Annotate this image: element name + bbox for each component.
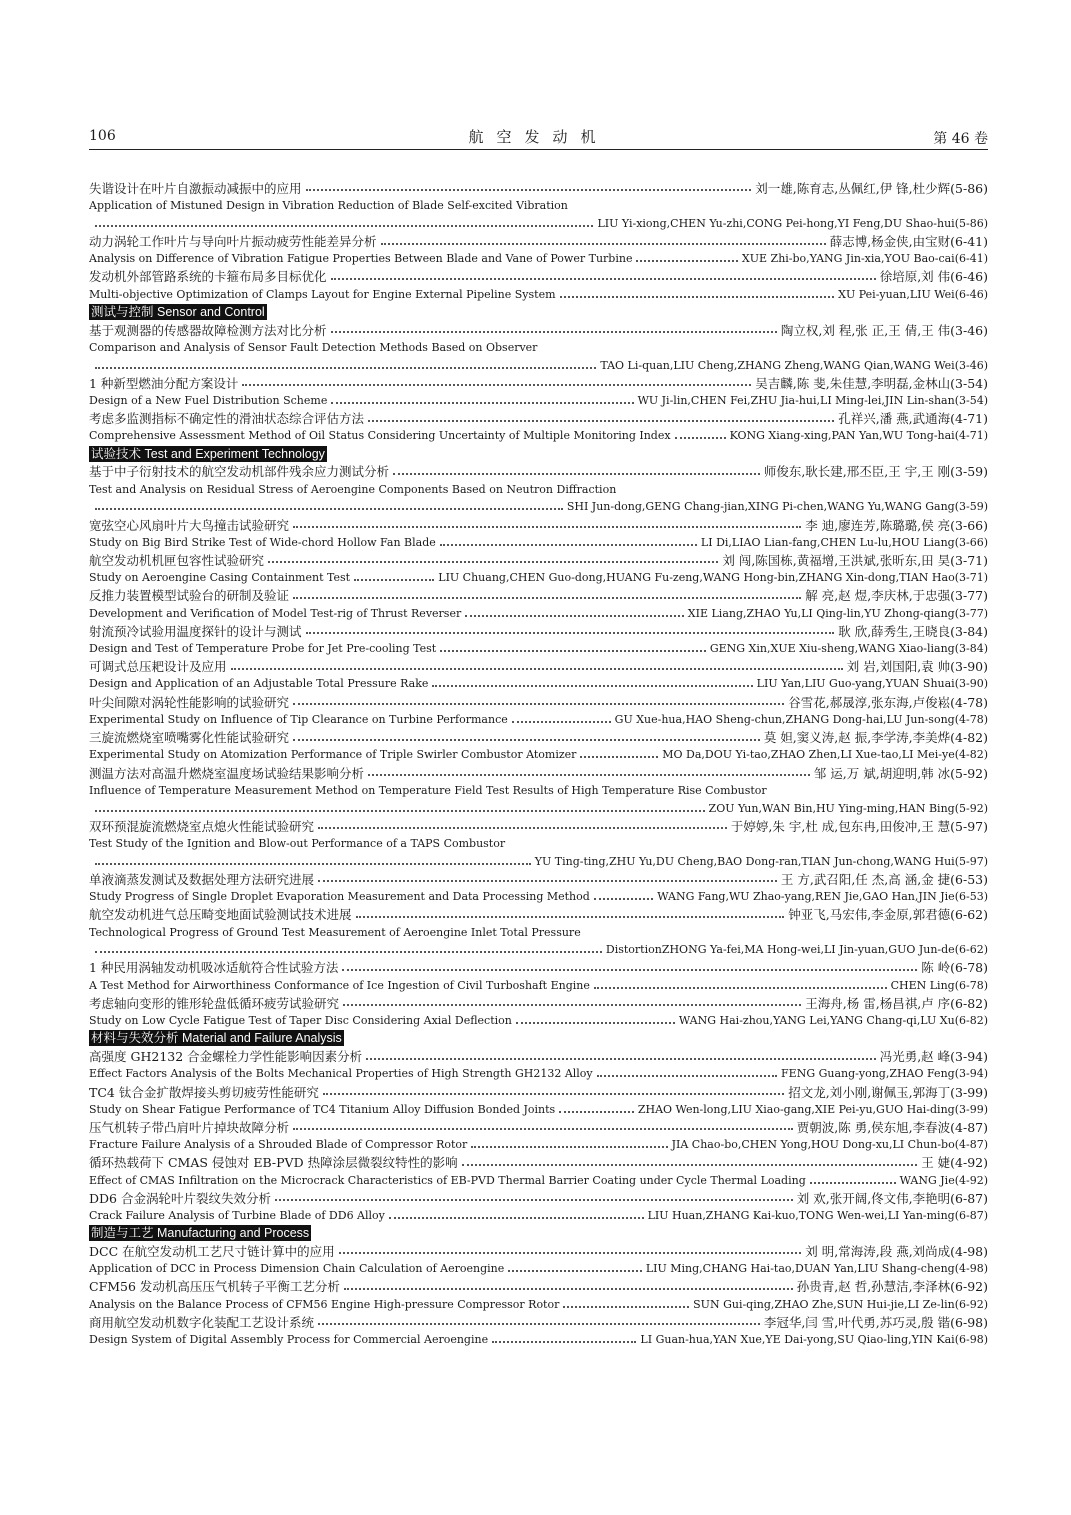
entry-title: Comprehensive Assessment Method of Oil Status Considering Uncertainty of Multiple Monitoring Index <box>89 429 671 443</box>
dot-leader <box>471 1145 667 1148</box>
entry-authors-page: CHEN Ling(6-78) <box>890 978 988 992</box>
entry-authors-page: XUE Zhi-bo,YANG Jin-xia,YOU Bao-cai(6-41) <box>741 252 988 266</box>
toc-entry-en <box>89 480 988 498</box>
dot-leader <box>675 436 726 439</box>
dot-leader <box>810 1181 896 1184</box>
entry-title: Multi-objective Optimization of Clamps Layout for Engine External Pipeline System <box>89 287 556 301</box>
toc-entry-en <box>89 197 988 215</box>
entry-title: 失谐设计在叶片自激振动减振中的应用 <box>89 180 302 196</box>
toc-entry-continuation <box>89 214 988 232</box>
dot-leader <box>95 224 593 227</box>
section-heading <box>89 1224 988 1242</box>
dot-leader <box>318 826 727 829</box>
dot-leader <box>368 773 810 776</box>
toc-entry-en <box>89 427 988 445</box>
entry-authors-page: YU Ting-ting,ZHU Yu,DU Cheng,BAO Dong-ran,TIAN Jun-chong,WANG Hui(5-97) <box>534 854 988 868</box>
entry-authors-page: 吴吉麟,陈 斐,朱佳慧,李明磊,金林山(3-54) <box>755 375 988 391</box>
running-header <box>89 126 988 148</box>
section-title-en: Material and Failure Analysis <box>182 1031 342 1046</box>
entry-title: 航空发动机进气总压畸变地面试验测试技术进展 <box>89 907 352 923</box>
toc-entry-en <box>89 888 988 906</box>
toc-entry-en <box>89 1207 988 1225</box>
toc-entry-cn <box>89 622 988 640</box>
dot-leader <box>268 560 718 563</box>
toc-entry-cn <box>89 693 988 711</box>
entry-title: Influence of Temperature Measurement Method on Temperature Field Test Results of High Temperature Rise Combustor <box>89 783 767 797</box>
toc-entry-en <box>89 1012 988 1030</box>
section-title-cn: 试验技术 <box>91 445 142 461</box>
entry-title: 测温方法对高温升燃烧室温度场试验结果影响分析 <box>89 765 365 781</box>
dot-leader <box>318 1322 760 1325</box>
toc-entry-en <box>89 1331 988 1349</box>
dot-leader <box>356 915 785 918</box>
entry-title: Effect of CMAS Infiltration on the Microcrack Characteristics of EB-PVD Thermal Barrier Coating under Cycle Thermal Loading <box>89 1173 806 1187</box>
entry-title: Crack Failure Analysis of Turbine Blade of DD6 Alloy <box>89 1209 385 1223</box>
entry-authors-page: 孔祥兴,潘 燕,武通海(4-71) <box>838 411 988 427</box>
entry-title: Study Progress of Single Droplet Evaporation Measurement and Data Processing Method <box>89 890 590 904</box>
section-title-cn: 制造与工艺 <box>91 1225 154 1241</box>
toc-entry-en <box>89 835 988 853</box>
entry-authors-page: 解 亮,赵 煜,李庆林,于忠强(3-77) <box>805 588 988 604</box>
dot-leader <box>636 259 737 262</box>
entry-authors-page: LI Guan-hua,YAN Xue,YE Dai-yong,SU Qiao-ling,YIN Kai(6-98) <box>640 1333 988 1347</box>
entry-authors-page: LIU Yan,LIU Guo-yang,YUAN Shuai(3-90) <box>756 677 988 691</box>
dot-leader <box>594 986 887 989</box>
entry-title: 考虑轴向变形的锥形轮盘低循环疲劳试验研究 <box>89 995 340 1011</box>
entry-authors-page: WANG Hai-zhou,YANG Lei,YANG Chang-qi,LU Xu(6-82) <box>678 1014 988 1028</box>
entry-title: 压气机转子带凸肩叶片掉块故障分析 <box>89 1119 290 1135</box>
dot-leader <box>95 809 705 812</box>
entry-authors-page: 王 婕(4-92) <box>921 1155 988 1171</box>
dot-leader <box>368 419 834 422</box>
entry-authors-page: 徐培原,刘 伟(6-46) <box>879 269 988 285</box>
entry-title: 基于观测器的传感器故障检测方法对比分析 <box>89 322 327 338</box>
dot-leader <box>393 472 760 475</box>
entry-authors-page: 师俊东,耿长建,邢丕臣,王 宇,王 刚(3-59) <box>763 464 988 480</box>
toc-entry-cn <box>89 764 988 782</box>
toc-entry-en <box>89 1136 988 1154</box>
dot-leader <box>381 242 826 245</box>
dot-leader <box>343 1003 801 1006</box>
entry-authors-page: DistortionZHONG Ya-fei,MA Hong-wei,LI Jin-yuan,GUO Jun-de(6-62) <box>605 943 988 957</box>
toc-entry-cn <box>89 1313 988 1331</box>
entry-title: 双环预混旋流燃烧室点熄火性能试验研究 <box>89 818 315 834</box>
toc-entry-continuation <box>89 799 988 817</box>
dot-leader <box>354 578 434 581</box>
entry-title: Analysis on the Balance Process of CFM56 Engine High-pressure Compressor Rotor <box>89 1297 560 1311</box>
entry-authors-page: 孙贵青,赵 哲,孙慧洁,李泽林(6-92) <box>796 1279 988 1295</box>
entry-title: 考虑多监测指标不确定性的滑油状态综合评估方法 <box>89 411 365 427</box>
entry-authors-page: LIU Ming,CHANG Hai-tao,DUAN Yan,LIU Shang-cheng(4-98) <box>645 1262 988 1276</box>
entry-title: 可调式总压耙设计及应用 <box>89 659 227 675</box>
entry-authors-page: SUN Gui-qing,ZHAO Zhe,SUN Hui-jie,LI Ze-lin(6-92) <box>693 1297 988 1311</box>
entry-authors-page: WANG Fang,WU Zhao-yang,REN Jie,GAO Han,JIN Jie(6-53) <box>657 890 988 904</box>
toc-entry-cn <box>89 1154 988 1172</box>
entry-authors-page: JIA Chao-bo,CHEN Yong,HOU Dong-xu,LI Chun-bo(4-87) <box>671 1138 988 1152</box>
entry-authors-page: SHI Jun-dong,GENG Chang-jian,XING Pi-chen,WANG Yu,WANG Gang(3-59) <box>566 500 988 514</box>
entry-title: 三旋流燃烧室喷嘴雾化性能试验研究 <box>89 730 290 746</box>
dot-leader <box>440 543 697 546</box>
toc-entry-continuation <box>89 498 988 516</box>
dot-leader <box>231 667 843 670</box>
dot-leader <box>594 897 653 900</box>
toc-entry-cn <box>89 551 988 569</box>
page-number: 106 <box>89 128 116 144</box>
entry-title: CFM56 发动机高压压气机转子平衡工艺分析 <box>89 1279 340 1295</box>
entry-title: Test and Analysis on Residual Stress of Aeroengine Components Based on Neutron Diffraction <box>89 482 617 496</box>
entry-authors-page: LIU Yi-xiong,CHEN Yu-zhi,CONG Pei-hong,YI Feng,DU Shao-hui(5-86) <box>597 216 988 230</box>
entry-authors-page: 谷雪花,郝晟淳,张东海,卢俊崧(4-78) <box>788 694 988 710</box>
toc-entry-en <box>89 976 988 994</box>
dot-leader <box>492 1340 636 1343</box>
entry-authors-page: 于婷婷,朱 宇,杜 成,包东冉,田俊冲,王 慧(5-97) <box>730 818 988 834</box>
entry-authors-page: 耿 欣,薛秀生,王晓良(3-84) <box>838 623 988 639</box>
volume-label: 第 46 卷 <box>933 131 988 147</box>
toc-entry-cn <box>89 657 988 675</box>
dot-leader <box>95 862 531 865</box>
entry-authors-page: 招文龙,刘小刚,谢佩玉,郭海丁(3-99) <box>788 1084 988 1100</box>
entry-authors-page: 李冠华,闫 雪,叶代勇,苏巧灵,殷 锴(6-98) <box>763 1314 988 1330</box>
entry-authors-page: 刘 欢,张开阔,佟文伟,李艳明(6-87) <box>796 1190 988 1206</box>
dot-leader <box>508 1269 642 1272</box>
entry-authors-page: FENG Guang-yong,ZHAO Feng(3-94) <box>781 1067 988 1081</box>
entry-authors-page: MO Da,DOU Yi-tao,ZHAO Zhen,LI Xue-tao,LI Mei-ye(4-82) <box>662 748 988 762</box>
section-label <box>89 304 267 320</box>
entry-title: 高强度 GH2132 合金螺栓力学性能影响因素分析 <box>89 1049 363 1065</box>
dot-leader <box>323 1092 784 1095</box>
entry-authors-page: 刘 闯,陈国栋,黄福增,王洪斌,张昕东,田 昊(3-71) <box>722 552 988 568</box>
toc-entry-cn <box>89 817 988 835</box>
toc-entry-cn <box>89 1118 988 1136</box>
section-title-cn: 材料与失效分析 <box>91 1030 179 1046</box>
toc-entry-en <box>89 1295 988 1313</box>
entry-title: Study on Low Cycle Fatigue Test of Taper Disc Considering Axial Deflection <box>89 1014 512 1028</box>
toc-entry-cn <box>89 959 988 977</box>
toc-entry-cn <box>89 1047 988 1065</box>
dot-leader <box>440 649 706 652</box>
dot-leader <box>95 950 602 953</box>
entry-title: A Test Method for Airworthiness Conformance of Ice Ingestion of Civil Turboshaft Engine <box>89 978 590 992</box>
dot-leader <box>432 684 752 687</box>
dot-leader <box>95 507 563 510</box>
toc-entry-cn <box>89 905 988 923</box>
entry-title: 商用航空发动机数字化装配工艺设计系统 <box>89 1314 315 1330</box>
toc-entry-en <box>89 1065 988 1083</box>
dot-leader <box>242 383 751 386</box>
entry-title: DCC 在航空发动机工艺尺寸链计算中的应用 <box>89 1243 335 1259</box>
entry-title: Application of DCC in Process Dimension Chain Calculation of Aeroengine <box>89 1262 505 1276</box>
toc-entry-en <box>89 1100 988 1118</box>
entry-authors-page: 贾朝波,陈 勇,侯东旭,李春波(4-87) <box>796 1119 988 1135</box>
dot-leader <box>597 1074 777 1077</box>
entry-title: 反推力装置模型试验台的研制及验证 <box>89 588 290 604</box>
toc-entry-cn <box>89 587 988 605</box>
dot-leader <box>465 614 684 617</box>
entry-authors-page: ZHAO Wen-long,LIU Xiao-gang,XIE Pei-yu,GUO Hai-ding(3-99) <box>637 1102 988 1116</box>
section-heading <box>89 445 988 463</box>
entry-authors-page: GU Xue-hua,HAO Sheng-chun,ZHANG Dong-hai,LU Jun-song(4-78) <box>614 712 988 726</box>
entry-title: 宽弦空心风扇叶片大鸟撞击试验研究 <box>89 517 290 533</box>
entry-title: 航空发动机机匣包容性试验研究 <box>89 552 265 568</box>
header-rule <box>89 149 988 150</box>
section-title-en: Manufacturing and Process <box>157 1226 310 1241</box>
entry-title: Design System of Digital Assembly Process for Commercial Aeroengine <box>89 1333 489 1347</box>
dot-leader <box>306 631 835 634</box>
dot-leader <box>331 401 633 404</box>
toc-entry-cn <box>89 321 988 339</box>
entry-title: TC4 钛合金扩散焊接头剪切疲劳性能研究 <box>89 1084 319 1100</box>
entry-title: Effect Factors Analysis of the Bolts Mechanical Properties of High Strength GH2132 Alloy <box>89 1067 593 1081</box>
dot-leader <box>331 277 876 280</box>
section-title-cn: 测试与控制 <box>91 303 154 319</box>
dot-leader <box>516 1021 675 1024</box>
entry-authors-page: 刘 明,常海涛,段 燕,刘尚成(4-98) <box>805 1243 988 1259</box>
entry-title: 单液滴蒸发测试及数据处理方法研究进展 <box>89 871 315 887</box>
dot-leader <box>293 738 760 741</box>
toc-entry-cn <box>89 994 988 1012</box>
toc-entry-en <box>89 1260 988 1278</box>
section-label <box>89 1030 344 1046</box>
section-label <box>89 446 327 462</box>
dot-leader <box>293 525 801 528</box>
dot-leader <box>559 1110 634 1113</box>
entry-title: Design of a New Fuel Distribution Scheme <box>89 393 328 407</box>
toc-entry-cn <box>89 463 988 481</box>
toc-entry-cn <box>89 1083 988 1101</box>
entry-title: Technological Progress of Ground Test Measurement of Aeroengine Inlet Total Pressure <box>89 925 581 939</box>
dot-leader <box>462 1163 918 1166</box>
toc-entry-cn <box>89 1242 988 1260</box>
toc-entry-cn <box>89 268 988 286</box>
entry-title: Experimental Study on Atomization Performance of Triple Swirler Combustor Atomizer <box>89 748 577 762</box>
entry-title: Development and Verification of Model Test-rig of Thrust Reverser <box>89 606 462 620</box>
entry-title: Fracture Failure Analysis of a Shrouded Blade of Compressor Rotor <box>89 1138 468 1152</box>
dot-leader <box>293 596 801 599</box>
dot-leader <box>293 702 784 705</box>
toc-entry-en <box>89 604 988 622</box>
dot-leader <box>95 366 596 369</box>
dot-leader <box>306 188 752 191</box>
toc-entry-en <box>89 285 988 303</box>
toc-entry-en <box>89 675 988 693</box>
toc-entry-cn <box>89 409 988 427</box>
dot-leader <box>293 1127 793 1130</box>
toc-entry-cn <box>89 374 988 392</box>
entry-title: 1 种民用涡轴发动机吸冰适航符合性试验方法 <box>89 960 339 976</box>
section-heading <box>89 303 988 321</box>
toc-entry-continuation <box>89 941 988 959</box>
toc-entry-en <box>89 392 988 410</box>
entry-title: 发动机外部管路系统的卡箍布局多目标优化 <box>89 269 327 285</box>
journal-title: 航空发动机 <box>468 128 609 146</box>
entry-authors-page: TAO Li-quan,LIU Cheng,ZHANG Zheng,WANG Qian,WANG Wei(3-46) <box>600 358 988 372</box>
entry-title: Application of Mistuned Design in Vibration Reduction of Blade Self-excited Vibration <box>89 199 568 213</box>
section-title-en: Sensor and Control <box>157 304 265 319</box>
entry-title: Study on Big Bird Strike Test of Wide-chord Hollow Fan Blade <box>89 535 436 549</box>
toc-entry-cn <box>89 1278 988 1296</box>
section-title-en: Test and Experiment Technology <box>144 446 325 461</box>
dot-leader <box>389 1216 644 1219</box>
toc-entry-en <box>89 781 988 799</box>
entry-title: 叶尖间隙对涡轮性能影响的试验研究 <box>89 694 290 710</box>
entry-authors-page: 陈 岭(6-78) <box>921 960 988 976</box>
table-of-contents <box>89 179 988 1348</box>
entry-authors-page: GENG Xin,XUE Xiu-sheng,WANG Xiao-liang(3-84) <box>709 642 988 656</box>
toc-entry-cn <box>89 728 988 746</box>
toc-entry-en <box>89 250 988 268</box>
toc-entry-cn <box>89 870 988 888</box>
dot-leader <box>563 1305 689 1308</box>
dot-leader <box>344 1287 793 1290</box>
entry-authors-page: 刘 岩,刘国阳,袁 帅(3-90) <box>846 659 988 675</box>
entry-title: 动力涡轮工作叶片与导向叶片振动疲劳性能差异分析 <box>89 234 377 250</box>
entry-title: 1 种新型燃油分配方案设计 <box>89 375 239 391</box>
dot-leader <box>580 755 658 758</box>
entry-authors-page: WANG Jie(4-92) <box>899 1173 988 1187</box>
toc-entry-en <box>89 569 988 587</box>
dot-leader <box>331 330 777 333</box>
toc-entry-en <box>89 640 988 658</box>
dot-leader <box>342 968 917 971</box>
entry-title: 循环热载荷下 CMAS 侵蚀对 EB-PVD 热障涂层微裂纹特性的影响 <box>89 1155 458 1171</box>
entry-title: 基于中子衍射技术的航空发动机部件残余应力测试分析 <box>89 464 390 480</box>
toc-entry-en <box>89 1171 988 1189</box>
dot-leader <box>366 1057 876 1060</box>
entry-title: Experimental Study on Influence of Tip Clearance on Turbine Performance <box>89 712 508 726</box>
entry-title: DD6 合金涡轮叶片裂纹失效分析 <box>89 1190 271 1206</box>
entry-authors-page: 王 方,武召阳,任 杰,高 涵,金 捷(6-53) <box>780 871 988 887</box>
toc-entry-cn <box>89 516 988 534</box>
entry-authors-page: 邹 运,万 斌,胡迎明,韩 冰(5-92) <box>813 765 988 781</box>
entry-authors-page: XU Pei-yuan,LIU Wei(6-46) <box>838 287 988 301</box>
dot-leader <box>318 879 777 882</box>
entry-authors-page: XIE Liang,ZHAO Yu,LI Qing-lin,YU Zhong-qiang(3-77) <box>687 606 988 620</box>
entry-title: Comparison and Analysis of Sensor Fault Detection Methods Based on Observer <box>89 340 538 354</box>
toc-entry-continuation <box>89 356 988 374</box>
dot-leader <box>560 295 835 298</box>
entry-title: Design and Test of Temperature Probe for Jet Pre-cooling Test <box>89 642 437 656</box>
entry-authors-page: LI Di,LIAO Lian-fang,CHEN Lu-lu,HOU Liang(3-66) <box>700 535 988 549</box>
entry-authors-page: 薛志博,杨金侠,由宝财(6-41) <box>829 234 988 250</box>
section-label <box>89 1225 311 1241</box>
entry-authors-page: 刘一雄,陈育志,丛佩红,伊 锋,杜少辉(5-86) <box>755 180 988 196</box>
entry-title: Study on Shear Fatigue Performance of TC4 Titanium Alloy Diffusion Bonded Joints <box>89 1102 556 1116</box>
entry-authors-page: KONG Xiang-xing,PAN Yan,WU Tong-hai(4-71) <box>729 429 988 443</box>
entry-authors-page: 李 迪,廖连芳,陈璐璐,侯 亮(3-66) <box>805 517 988 533</box>
entry-authors-page: ZOU Yun,WAN Bin,HU Ying-ming,HAN Bing(5-92) <box>708 801 988 815</box>
toc-entry-cn <box>89 179 988 197</box>
entry-title: Study on Aeroengine Casing Containment Test <box>89 571 351 585</box>
toc-entry-cn <box>89 1189 988 1207</box>
entry-title: 射流预冷试验用温度探针的设计与测试 <box>89 623 302 639</box>
entry-title: Test Study of the Ignition and Blow-out Performance of a TAPS Combustor <box>89 836 506 850</box>
dot-leader <box>339 1251 802 1254</box>
entry-authors-page: 冯光勇,赵 峰(3-94) <box>879 1049 988 1065</box>
toc-entry-en <box>89 923 988 941</box>
entry-authors-page: 王海舟,杨 雷,杨昌祺,卢 序(6-82) <box>805 995 988 1011</box>
toc-entry-en <box>89 338 988 356</box>
entry-authors-page: 陶立权,刘 程,张 正,王 倩,王 伟(3-46) <box>780 322 988 338</box>
toc-entry-continuation <box>89 852 988 870</box>
toc-entry-cn <box>89 232 988 250</box>
dot-leader <box>512 720 611 723</box>
entry-title: Design and Application of an Adjustable Total Pressure Rake <box>89 677 429 691</box>
entry-authors-page: 莫 妲,窦义涛,赵 振,李学涛,李美烨(4-82) <box>763 730 988 746</box>
entry-title: Analysis on Difference of Vibration Fatigue Properties Between Blade and Vane of Power Turbine <box>89 252 633 266</box>
toc-entry-en <box>89 533 988 551</box>
entry-authors-page: WU Ji-lin,CHEN Fei,ZHU Jia-hui,LI Ming-lei,JIN Lin-shan(3-54) <box>637 393 988 407</box>
entry-authors-page: 钟亚飞,马宏伟,李金原,郭君德(6-62) <box>788 907 988 923</box>
section-heading <box>89 1030 988 1048</box>
toc-entry-en <box>89 711 988 729</box>
entry-authors-page: LIU Chuang,CHEN Guo-dong,HUANG Fu-zeng,WANG Hong-bin,ZHANG Xin-dong,TIAN Hao(3-71) <box>438 571 988 585</box>
toc-entry-en <box>89 746 988 764</box>
dot-leader <box>275 1198 793 1201</box>
entry-authors-page: LIU Huan,ZHANG Kai-kuo,TONG Wen-wei,LI Yan-ming(6-87) <box>647 1209 988 1223</box>
